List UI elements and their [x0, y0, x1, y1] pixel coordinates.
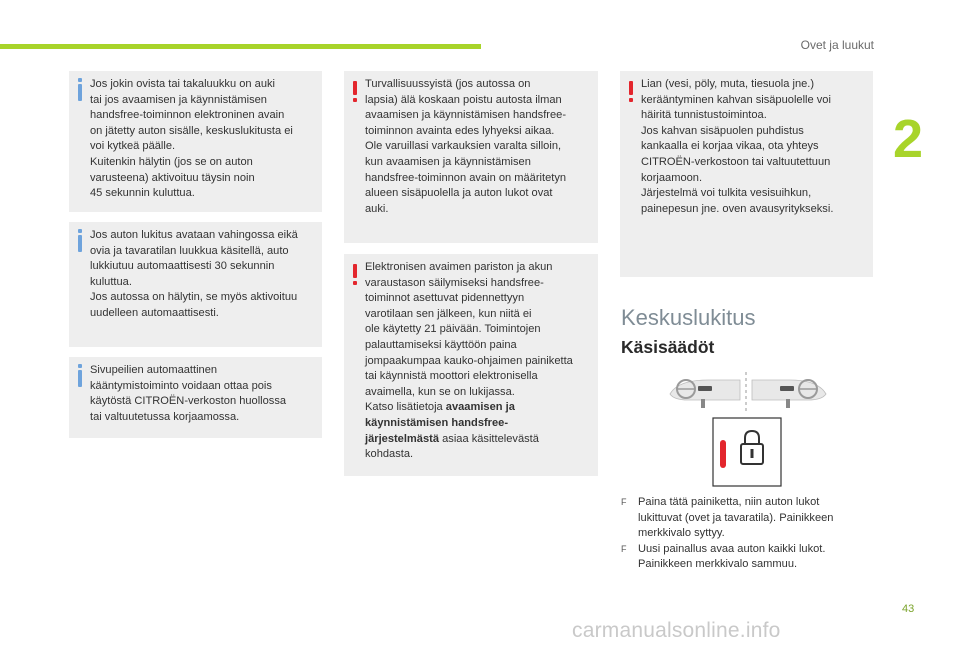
warning-icon [629, 81, 633, 95]
step-bullet: F [621, 543, 627, 554]
note-text: Lian (vesi, pöly, muta, tiesuola jne.) kerääntyminen kahvan sisäpuolelle voi häiritä tunnistustoimintoa. Jos kahvan sisäpuolen puhdistus kankaalla ei korjaa vikaa, ota yhteys CITROËN-verkostoon tai valtuutettuun korjaamoon. Järjestelmä voi tulkita vesisuihkun, painepesun jne. oven avausyritykseksi. [641, 78, 834, 215]
top-accent-bar [0, 44, 481, 49]
page-number: 43 [902, 603, 915, 615]
info-icon [78, 84, 82, 101]
dashboard-right [752, 380, 826, 408]
console-button [780, 386, 794, 391]
lock-switch-marker [786, 399, 790, 408]
console-button [698, 386, 712, 391]
step-bullet: F [621, 497, 627, 507]
info-icon [78, 235, 82, 252]
note-text: Turvallisuussyistä (jos autossa on lapsia) älä koskaan poistu autosta ilman avaamisen ja käynnistämisen handsfree- toiminnon avainta edes lyhyeksi aikaa. Ole varuillasi varkauksien varalta silloin, kun avaamisen ja käynnistämisen handsfree-toiminnon avain on määritetyn alueen sisäpuolella ja auton lukot ovat auki. [365, 78, 567, 215]
step-text: Paina tätä painiketta, niin auton lukot lukittuvat (ovet ja tavaratila). Painikkeen merkkivalo syttyy. [638, 496, 834, 540]
note-text: Sivupeilien automaattinen kääntymistoiminto voidaan ottaa pois käytöstä CITROËN-verkoston huollossa tai valtuutetussa korjaamossa. [90, 364, 287, 423]
info-icon [78, 370, 82, 387]
warning-note-1 [344, 71, 598, 243]
note-bold-reference: avaamisen ja käynnistämisen handsfree- järjestelmästä [365, 401, 515, 445]
warning-icon [353, 264, 357, 278]
warning-icon [353, 81, 357, 95]
info-note-1 [69, 71, 322, 212]
note-text: Jos auton lukitus avataan vahingossa eikä ovia ja tavaratilan luukkua käsitellä, auto lukkiutuu automaattisesti 30 sekunnin kuluttua. Jos autossa on hälytin, se myös aktivoituu uudelleen automaattisesti. [90, 229, 298, 319]
instruction-step [621, 542, 871, 573]
instruction-step [621, 495, 871, 542]
warning-note-2 [344, 254, 598, 476]
warning-note-3 [620, 71, 873, 277]
watermark: carmanualsonline.info [572, 619, 781, 642]
dashboard-left [670, 380, 740, 408]
lock-switch-marker [701, 399, 705, 408]
instruction-steps [621, 495, 871, 573]
note-text: Elektronisen avaimen pariston ja akun varaustason säilymiseksi handsfree- toiminnot asettuvat pidennettyyn varotilaan sen jälkeen, kun niitä ei ole käytetty 21 päivään. Toimintojen palauttamiseksi käyttöön paina jompaakumpaa kauko-ohjaimen painiketta tai käynnistä moottori elektronisella avaimella, kun se on lukijassa. Katso lisätietoja avaamisen ja käynnistämisen handsfree- järjestelmästä asiaa käsittelevästä kohdasta. [365, 261, 573, 461]
lock-button-diagram [668, 370, 828, 490]
step-text: Uusi painallus avaa auton kaikki lukot. Painikkeen merkkivalo sammuu. [638, 542, 826, 571]
subsection-heading: Käsisäädöt [621, 337, 715, 357]
section-heading: Keskuslukitus [621, 305, 756, 330]
indicator-light [720, 440, 726, 468]
info-note-2 [69, 222, 322, 347]
info-note-3 [69, 357, 322, 438]
section-title: Ovet ja luukut [800, 38, 874, 52]
chapter-number: 2 [893, 109, 924, 169]
central-locking-button [713, 418, 781, 486]
note-text: Jos jokin ovista tai takaluukku on auki tai jos avaamisen ja käynnistämisen handsfree-toiminnon elektroninen avain on jätetty auton sisälle, keskuslukitusta ei voi kytkeä päälle. Kuitenkin hälytin (jos se on auton varusteena) aktivoituu täysin noin 45 sekunnin kuluttua. [90, 78, 293, 200]
